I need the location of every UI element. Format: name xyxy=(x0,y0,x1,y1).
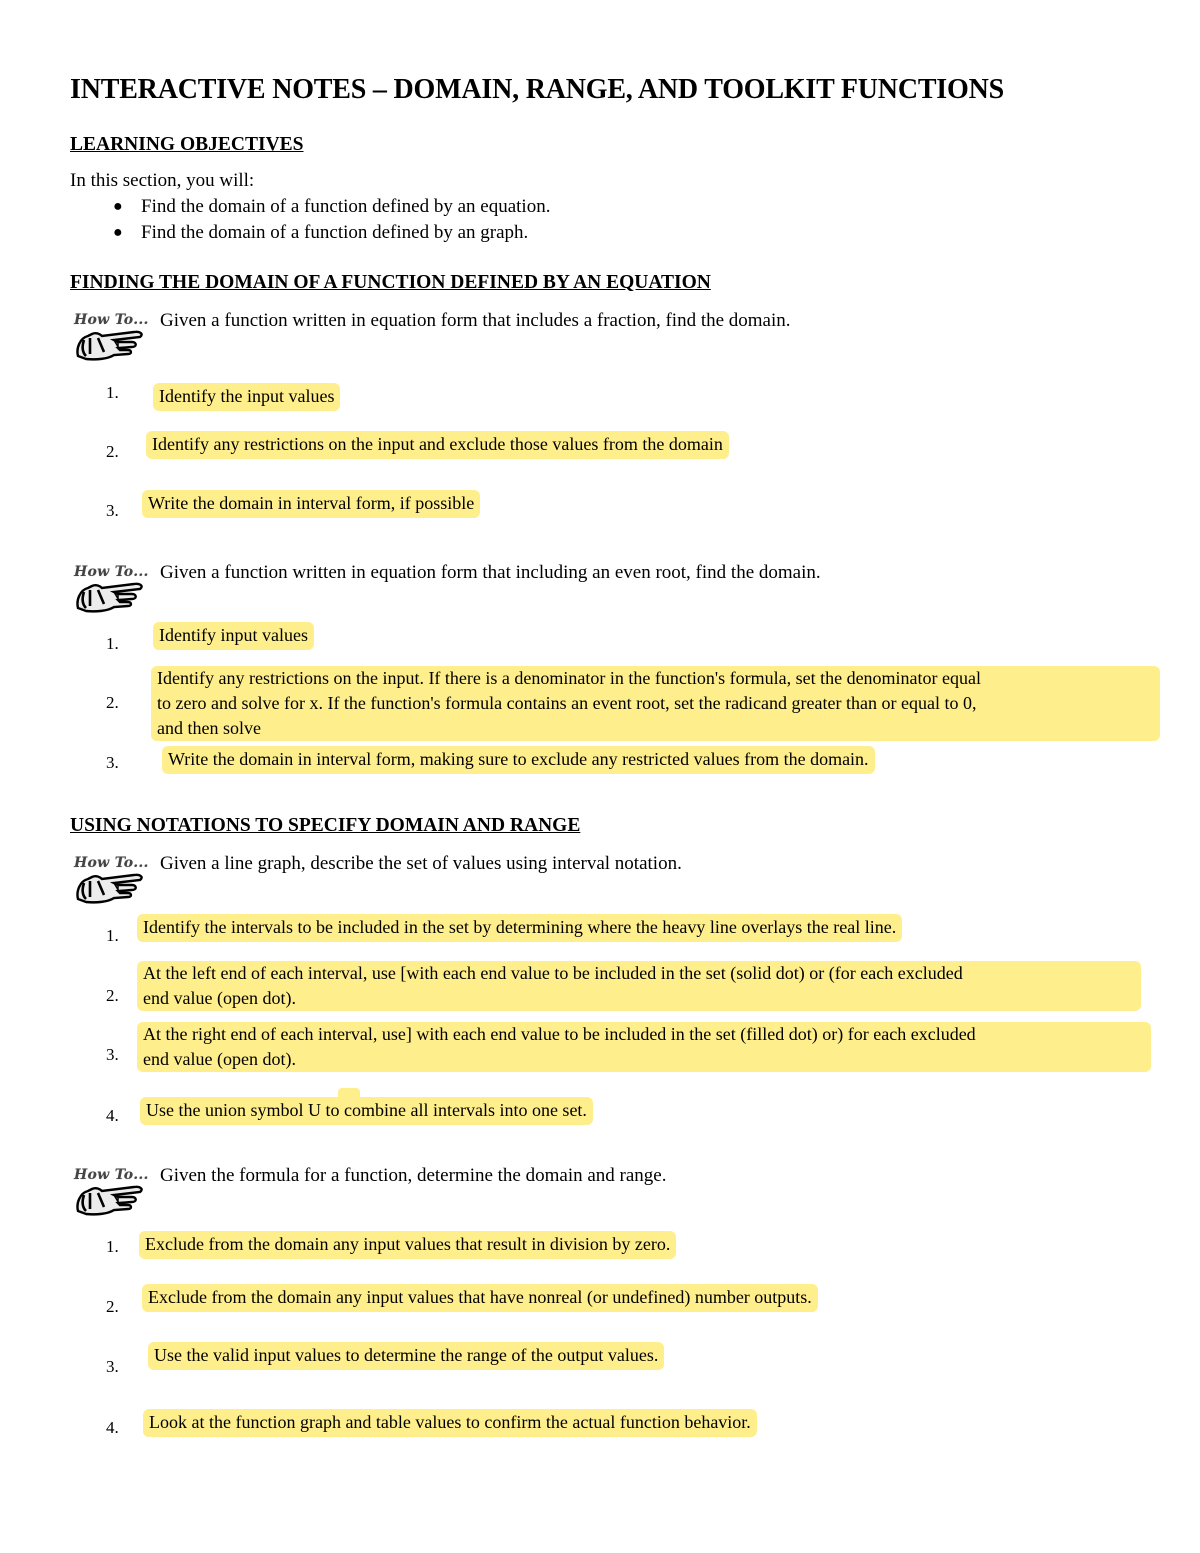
pointing-hand-icon xyxy=(74,578,150,614)
howto-label: How To... xyxy=(74,1167,149,1183)
step-text: Use the union symbol U to combine all intervals into one set. xyxy=(140,1097,593,1125)
howto-badge xyxy=(72,1167,154,1213)
section-heading-notations: USING NOTATIONS TO SPECIFY DOMAIN AND RANGE xyxy=(70,815,581,836)
step-text-line: Identify any restrictions on the input. If there is a denominator in the function's formula, set the denominator equal xyxy=(157,668,982,688)
step-number: 3. xyxy=(106,501,119,520)
howto-prompt: Given a function written in equation form that includes a fraction, find the domain. xyxy=(160,310,791,331)
step-text-line: end value (open dot). xyxy=(143,988,296,1008)
howto-label: How To... xyxy=(74,312,149,328)
howto-label: How To... xyxy=(74,855,149,871)
objective-item: Find the domain of a function defined by an graph. xyxy=(141,222,529,243)
step-number: 3. xyxy=(106,753,119,772)
pointing-hand-icon xyxy=(74,326,150,362)
howto-label: How To... xyxy=(74,564,149,580)
step-number: 2. xyxy=(106,442,119,461)
step-number: 1. xyxy=(106,634,119,653)
step-text: Use the valid input values to determine the range of the output values. xyxy=(148,1342,664,1370)
step-text: Identify any restrictions on the input and exclude those values from the domain xyxy=(146,431,729,459)
bullet-icon: ● xyxy=(113,198,123,215)
step-text xyxy=(151,666,1160,741)
step-number: 1. xyxy=(106,1237,119,1256)
step-text-line: At the left end of each interval, use [with each end value to be included in the set (solid dot) or (for each excluded xyxy=(143,963,963,983)
step-text: Identify input values xyxy=(153,622,314,650)
howto-badge xyxy=(72,312,154,358)
step-text-line: At the right end of each interval, use] with each end value to be included in the set (filled dot) or) for each excluded xyxy=(143,1024,976,1044)
step-number: 4. xyxy=(106,1418,119,1437)
step-number: 1. xyxy=(106,926,119,945)
step-text-line: and then solve xyxy=(157,718,261,738)
objective-item: Find the domain of a function defined by an equation. xyxy=(141,196,551,217)
howto-prompt: Given a function written in equation form that including an even root, find the domain. xyxy=(160,562,821,583)
learning-objectives-heading: LEARNING OBJECTIVES xyxy=(70,134,304,155)
step-text: Identify the intervals to be included in the set by determining where the heavy line overlays the real line. xyxy=(137,914,902,942)
step-text: Write the domain in interval form, if possible xyxy=(142,490,480,518)
step-number: 3. xyxy=(106,1357,119,1376)
step-text: Write the domain in interval form, making sure to exclude any restricted values from the domain. xyxy=(162,746,875,774)
step-number: 2. xyxy=(106,1297,119,1316)
step-text: Exclude from the domain any input values that result in division by zero. xyxy=(139,1231,676,1259)
pointing-hand-icon xyxy=(74,1181,150,1217)
step-text: Look at the function graph and table values to confirm the actual function behavior. xyxy=(143,1409,757,1437)
howto-badge xyxy=(72,564,154,610)
howto-prompt: Given a line graph, describe the set of values using interval notation. xyxy=(160,853,682,874)
step-text-line: to zero and solve for x. If the function's formula contains an event root, set the radicand greater than or equal to 0, xyxy=(157,693,977,713)
step-number: 2. xyxy=(106,693,119,712)
step-text xyxy=(137,961,1141,1011)
step-number: 2. xyxy=(106,986,119,1005)
howto-prompt: Given the formula for a function, determine the domain and range. xyxy=(160,1165,667,1186)
step-text: Exclude from the domain any input values that have nonreal (or undefined) number outputs. xyxy=(142,1284,818,1312)
step-number: 3. xyxy=(106,1045,119,1064)
howto-badge xyxy=(72,855,154,901)
step-number: 4. xyxy=(106,1106,119,1125)
step-text: Identify the input values xyxy=(153,383,340,411)
objectives-intro: In this section, you will: xyxy=(70,170,255,191)
step-number: 1. xyxy=(106,383,119,402)
pointing-hand-icon xyxy=(74,869,150,905)
page-title: INTERACTIVE NOTES – DOMAIN, RANGE, AND TOOLKIT FUNCTIONS xyxy=(70,74,1004,105)
step-text-line: end value (open dot). xyxy=(143,1049,296,1069)
bullet-icon: ● xyxy=(113,224,123,241)
section-heading-domain-equation: FINDING THE DOMAIN OF A FUNCTION DEFINED BY AN EQUATION xyxy=(70,272,711,293)
step-text xyxy=(137,1022,1151,1072)
